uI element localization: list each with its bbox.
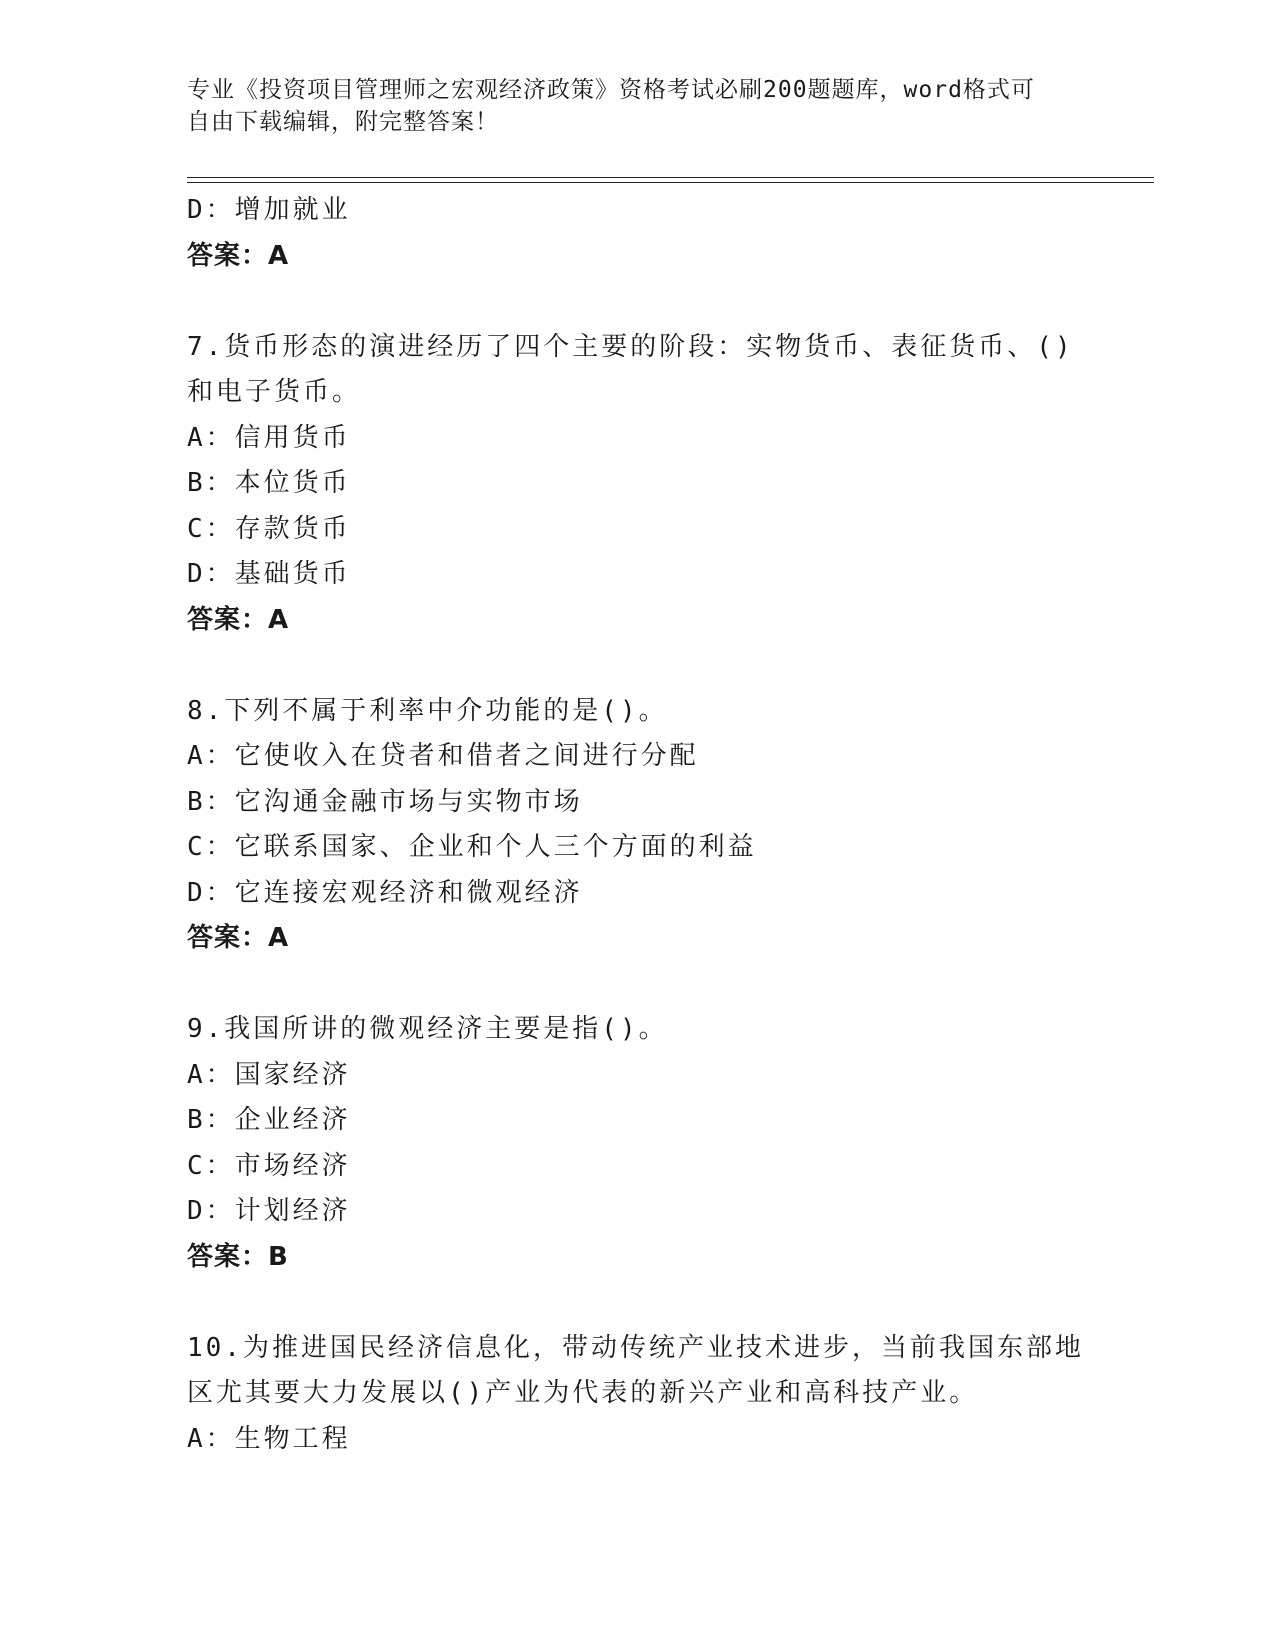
question-9 [187,1007,1087,1280]
answer-line: 答案：A [187,604,290,635]
document-header [187,74,1087,138]
spacer [187,643,1087,689]
spacer [187,1280,1087,1326]
question-8 [187,689,1087,962]
option-b: B：它沟通金融市场与实物市场 [187,786,583,817]
answer-line: 答案：A [187,240,290,271]
option-d: D：基础货币 [187,559,351,589]
header-divider-bottom [187,182,1154,183]
question-stem: 8.下列不属于利率中介功能的是()。 [187,695,668,726]
option-a: A：它使收入在贷者和借者之间进行分配 [187,741,699,771]
option-a: A：信用货币 [187,422,351,453]
header-divider-top [187,177,1154,178]
answer-line: 答案：B [187,1241,289,1272]
option-d: D：它连接宏观经济和微观经济 [187,877,583,908]
question-stem: 和电子货币。 [187,377,362,407]
answer-line: 答案：A [187,923,290,953]
spacer [187,279,1087,325]
question-stem: 9.我国所讲的微观经济主要是指()。 [187,1014,668,1044]
question-10 [187,1326,1087,1463]
option-d: D：增加就业 [187,195,351,225]
option-d: D：计划经济 [187,1196,351,1226]
option-c: C：市场经济 [187,1150,351,1181]
option-b: B：企业经济 [187,1105,351,1135]
document-body [187,188,1087,1462]
option-a: A：国家经济 [187,1059,351,1090]
option-b: B：本位货币 [187,468,351,498]
header-line-2: 自由下载编辑，附完整答案！ [187,109,499,135]
spacer [187,962,1087,1008]
question-stem: 10.为推进国民经济信息化，带动传统产业技术进步，当前我国东部地 [187,1332,1084,1363]
option-a: A：生物工程 [187,1423,351,1454]
question-7 [187,325,1087,644]
option-c: C：它联系国家、企业和个人三个方面的利益 [187,832,757,862]
option-c: C：存款货币 [187,513,351,544]
question-stem: 区尤其要大力发展以()产业为代表的新兴产业和高科技产业。 [187,1378,979,1408]
question-stem: 7.货币形态的演进经历了四个主要的阶段：实物货币、表征货币、() [187,331,1074,362]
header-line-1: 专业《投资项目管理师之宏观经济政策》资格考试必刷200题题库，word格式可 [187,77,1035,103]
